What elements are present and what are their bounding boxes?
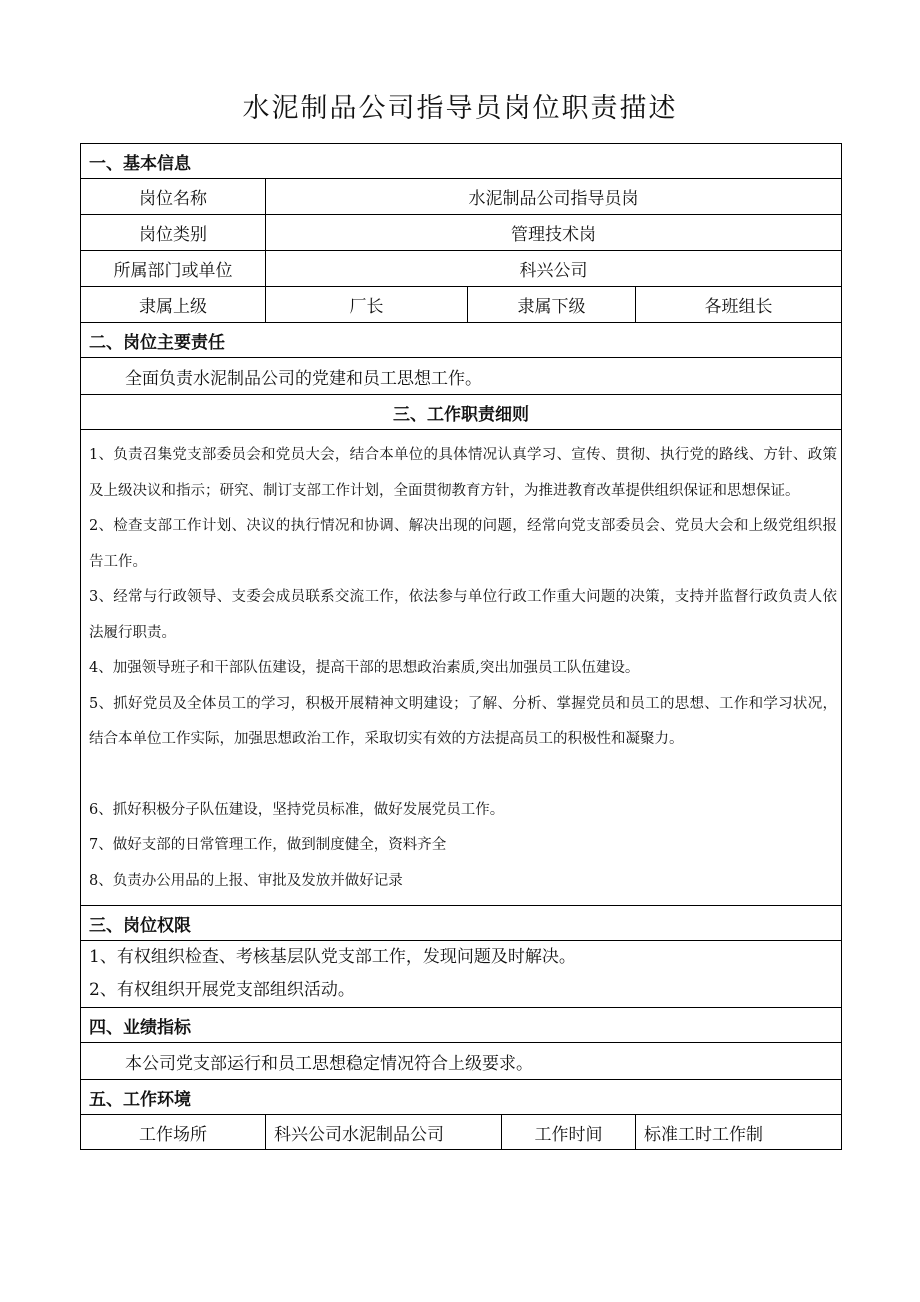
- duty-item-7: 7、做好支部的日常管理工作，做到制度健全，资料齐全: [89, 837, 447, 853]
- duty-item-4: 4、加强领导班子和干部队伍建设，提高干部的思想政治素质,突出加强员工队伍建设。: [89, 660, 640, 676]
- duty-item-5: 5、抓好党员及全体员工的学习，积极开展精神文明建设；了解、分析、掌握党员和员工的思想、工作和学习状况，结合本单位工作实际，加强思想政治工作，采取切实有效的方法提高员工的积极性和凝聚力。: [89, 695, 837, 747]
- subordinate-label: 隶属下级: [468, 287, 636, 323]
- section-environment-heading: 五、工作环境: [81, 1080, 842, 1115]
- section-authority-heading: 三、岗位权限: [81, 906, 842, 941]
- performance-text: 本公司党支部运行和员工思想稳定情况符合上级要求。: [81, 1043, 842, 1080]
- work-place-label: 工作场所: [81, 1115, 266, 1150]
- section-duties-heading: 三、工作职责细则: [81, 395, 842, 430]
- section-responsibility-heading: 二、岗位主要责任: [81, 323, 842, 358]
- duty-item-6: 6、抓好积极分子队伍建设，坚持党员标准，做好发展党员工作。: [89, 801, 505, 818]
- subordinate-value: 各班组长: [636, 287, 842, 323]
- position-category-label: 岗位类别: [81, 215, 266, 251]
- responsibility-text: 全面负责水泥制品公司的党建和员工思想工作。: [81, 358, 842, 395]
- duties-list: [81, 430, 842, 906]
- work-time-value: 标准工时工作制: [636, 1115, 842, 1150]
- spacer: [89, 758, 837, 793]
- work-place-value: 科兴公司水泥制品公司: [266, 1115, 502, 1150]
- superior-value: 厂长: [266, 287, 468, 323]
- duty-item-2: 2、检查支部工作计划、决议的执行情况和协调、解决出现的问题，经常向党支部委员会、党员大会和上级党组织报告工作。: [89, 518, 837, 570]
- authority-list: [81, 941, 842, 1008]
- position-category-value: 管理技术岗: [266, 215, 842, 251]
- superior-label: 隶属上级: [81, 287, 266, 323]
- section-performance-heading: 四、业绩指标: [81, 1008, 842, 1043]
- duty-item-8: 8、负责办公用品的上报、审批及发放并做好记录: [89, 872, 403, 889]
- position-name-value: 水泥制品公司指导员岗: [266, 179, 842, 215]
- section-basic-info-heading: 一、基本信息: [81, 144, 842, 179]
- work-time-label: 工作时间: [502, 1115, 636, 1150]
- job-description-table: [80, 143, 842, 1150]
- duty-item-1: 1、负责召集党支部委员会和党员大会，结合本单位的具体情况认真学习、宣传、贯彻、执行党的路线、方针、政策及上级决议和指示；研究、制订支部工作计划，全面贯彻教育方针，为推进教育改革提供组织保证和思想保证。: [89, 447, 837, 499]
- authority-item-2: 2、有权组织开展党支部组织活动。: [89, 980, 355, 1000]
- duty-item-3: 3、经常与行政领导、支委会成员联系交流工作，依法参与单位行政工作重大问题的决策，支持并监督行政负责人依法履行职责。: [89, 589, 837, 641]
- page-title: 水泥制品公司指导员岗位职责描述: [242, 93, 678, 124]
- position-name-label: 岗位名称: [81, 179, 266, 215]
- department-value: 科兴公司: [266, 251, 842, 287]
- department-label: 所属部门或单位: [81, 251, 266, 287]
- authority-item-1: 1、有权组织检查、考核基层队党支部工作，发现问题及时解决。: [89, 947, 576, 967]
